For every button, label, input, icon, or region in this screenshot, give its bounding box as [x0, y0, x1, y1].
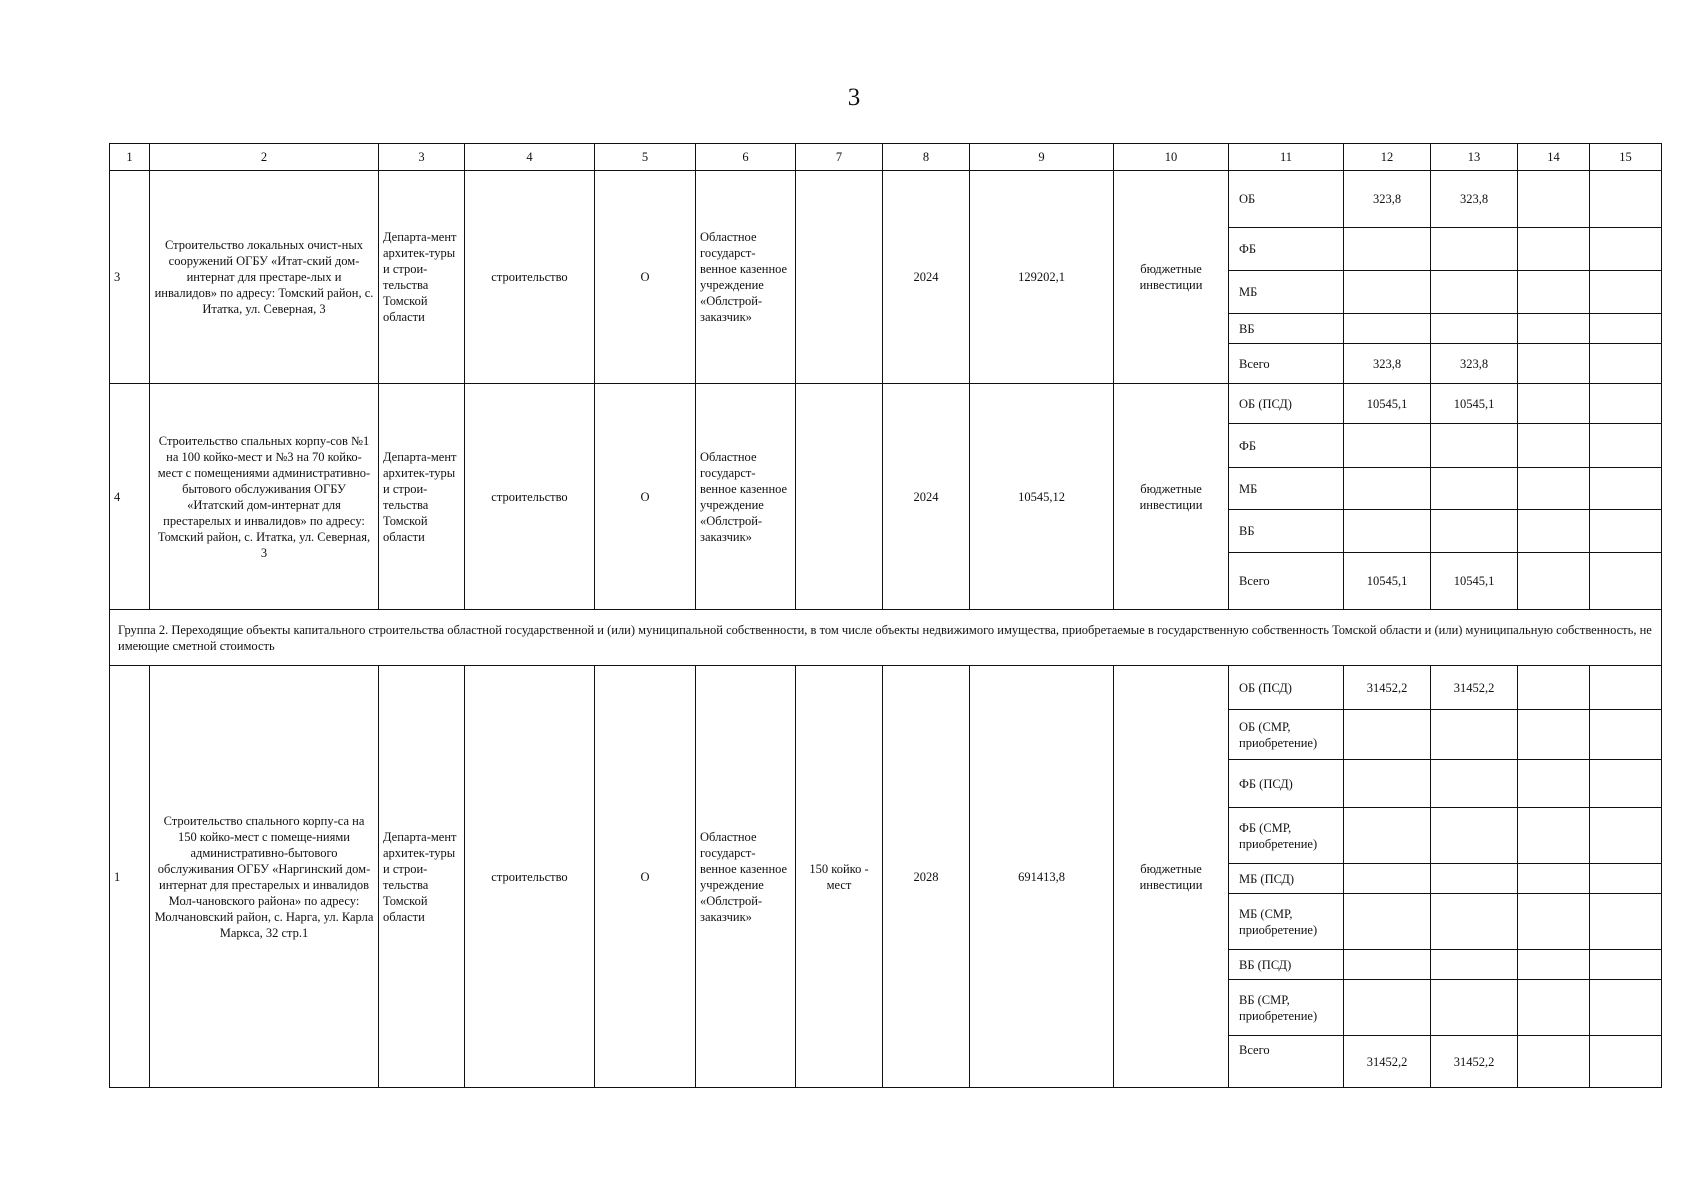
value-col-14 [1518, 710, 1590, 760]
value-col-13 [1431, 468, 1518, 510]
value-col-14 [1518, 760, 1590, 808]
column-number: 14 [1518, 144, 1590, 171]
value-col-12 [1344, 424, 1431, 468]
value-col-12: 31452,2 [1344, 666, 1431, 710]
row-number: 1 [110, 666, 150, 1088]
value-col-12: 31452,2 [1344, 1036, 1431, 1088]
value-col-14 [1518, 553, 1590, 610]
table-row [110, 171, 1662, 228]
value-col-12 [1344, 894, 1431, 950]
column-number: 3 [379, 144, 465, 171]
fund-source: ВБ [1229, 510, 1344, 553]
value-col-13 [1431, 710, 1518, 760]
value-col-14 [1518, 344, 1590, 384]
estimated-cost: 10545,12 [970, 384, 1114, 610]
column-number: 7 [796, 144, 883, 171]
value-col-12 [1344, 710, 1431, 760]
object-name: Строительство спального корпу-са на 150 койко-мест с помеще-ниями административно-бытового обслуживания ОГБУ «Наргинский дом-интернат для престарелых и инвалидов Мол-чановского района» по адресу: Молчановский район, с. Нарга, ул. Карла Маркса, 32 стр.1 [150, 666, 379, 1088]
table-row [110, 384, 1662, 424]
value-col-14 [1518, 468, 1590, 510]
completion-year: 2028 [883, 666, 970, 1088]
value-col-13 [1431, 228, 1518, 271]
department: Департа-мент архитек-туры и строи-тельства Томской области [379, 171, 465, 384]
value-col-12 [1344, 510, 1431, 553]
investment-form: бюджетные инвестиции [1114, 666, 1229, 1088]
value-col-15 [1590, 344, 1662, 384]
department: Департа-мент архитек-туры и строи-тельства Томской области [379, 666, 465, 1088]
page-number: 3 [847, 84, 861, 111]
column-number: 6 [696, 144, 796, 171]
ownership-code: О [595, 666, 696, 1088]
row-number: 4 [110, 384, 150, 610]
value-col-14 [1518, 384, 1590, 424]
value-col-14 [1518, 228, 1590, 271]
value-col-15 [1590, 424, 1662, 468]
column-number: 4 [465, 144, 595, 171]
fund-source: ОБ (ПСД) [1229, 384, 1344, 424]
department: Департа-мент архитек-туры и строи-тельства Томской области [379, 384, 465, 610]
fund-source: МБ [1229, 468, 1344, 510]
value-col-12 [1344, 271, 1431, 314]
value-col-14 [1518, 271, 1590, 314]
value-col-15 [1590, 468, 1662, 510]
value-col-15 [1590, 510, 1662, 553]
fund-source: МБ [1229, 271, 1344, 314]
investment-table [109, 143, 1662, 1088]
value-col-15 [1590, 1036, 1662, 1088]
group-label: Группа 2. Переходящие объекты капитального строительства областной государственной и (или) муниципальной собственности, в том числе объекты недвижимого имущества, приобретаемые в государственную собственность Томской области и (или) муниципальную собственность, не имеющие сметной стоимость [110, 610, 1662, 666]
value-col-15 [1590, 808, 1662, 864]
capacity [796, 171, 883, 384]
value-col-13 [1431, 808, 1518, 864]
value-col-12 [1344, 228, 1431, 271]
value-col-14 [1518, 510, 1590, 553]
investment-form: бюджетные инвестиции [1114, 384, 1229, 610]
value-col-13 [1431, 314, 1518, 344]
value-col-13: 10545,1 [1431, 384, 1518, 424]
value-col-13 [1431, 510, 1518, 553]
value-col-15 [1590, 950, 1662, 980]
object-name: Строительство локальных очист-ных сооружений ОГБУ «Итат-ский дом-интернат для престаре-лых и инвалидов» по адресу: Томский район, с. Итатка, ул. Северная, 3 [150, 171, 379, 384]
work-type: строительство [465, 384, 595, 610]
value-col-14 [1518, 980, 1590, 1036]
column-number: 8 [883, 144, 970, 171]
value-col-15 [1590, 864, 1662, 894]
fund-source: ОБ [1229, 171, 1344, 228]
ownership-code: О [595, 171, 696, 384]
completion-year: 2024 [883, 171, 970, 384]
capacity: 150 койко - мест [796, 666, 883, 1088]
value-col-13 [1431, 864, 1518, 894]
value-col-15 [1590, 314, 1662, 344]
value-col-15 [1590, 980, 1662, 1036]
value-col-13: 323,8 [1431, 171, 1518, 228]
value-col-13 [1431, 760, 1518, 808]
value-col-15 [1590, 171, 1662, 228]
estimated-cost: 129202,1 [970, 171, 1114, 384]
customer: Областное государст-венное казенное учреждение «Облстрой-заказчик» [696, 666, 796, 1088]
fund-source: ФБ (ПСД) [1229, 760, 1344, 808]
fund-source: МБ (ПСД) [1229, 864, 1344, 894]
completion-year: 2024 [883, 384, 970, 610]
fund-source: ВБ [1229, 314, 1344, 344]
value-col-15 [1590, 710, 1662, 760]
value-col-14 [1518, 1036, 1590, 1088]
value-col-14 [1518, 864, 1590, 894]
value-col-13: 10545,1 [1431, 553, 1518, 610]
value-col-13 [1431, 424, 1518, 468]
column-number: 12 [1344, 144, 1431, 171]
fund-source: Всего [1229, 1036, 1344, 1088]
value-col-15 [1590, 666, 1662, 710]
value-col-12 [1344, 760, 1431, 808]
value-col-13 [1431, 271, 1518, 314]
value-col-15 [1590, 384, 1662, 424]
value-col-15 [1590, 760, 1662, 808]
column-number: 2 [150, 144, 379, 171]
fund-source: Всего [1229, 344, 1344, 384]
value-col-15 [1590, 894, 1662, 950]
value-col-13: 31452,2 [1431, 666, 1518, 710]
value-col-12 [1344, 468, 1431, 510]
value-col-14 [1518, 666, 1590, 710]
work-type: строительство [465, 666, 595, 1088]
value-col-12: 323,8 [1344, 171, 1431, 228]
value-col-12: 10545,1 [1344, 553, 1431, 610]
value-col-14 [1518, 894, 1590, 950]
column-number-row [110, 144, 1662, 171]
column-number: 15 [1590, 144, 1662, 171]
value-col-12 [1344, 980, 1431, 1036]
column-number: 11 [1229, 144, 1344, 171]
value-col-13 [1431, 980, 1518, 1036]
value-col-14 [1518, 424, 1590, 468]
object-name: Строительство спальных корпу-сов №1 на 100 койко-мест и №3 на 70 койко-мест с помещениями административно-бытового обслуживания ОГБУ «Итатский дом-интернат для престарелых и инвалидов» по адресу: Томский район, с. Итатка, ул. Северная, 3 [150, 384, 379, 610]
group-row [110, 610, 1662, 666]
customer: Областное государст-венное казенное учреждение «Облстрой-заказчик» [696, 171, 796, 384]
column-number: 10 [1114, 144, 1229, 171]
column-number: 1 [110, 144, 150, 171]
fund-source: ФБ [1229, 424, 1344, 468]
work-type: строительство [465, 171, 595, 384]
fund-source: ВБ (ПСД) [1229, 950, 1344, 980]
value-col-13: 31452,2 [1431, 1036, 1518, 1088]
fund-source: ОБ (СМР, приобретение) [1229, 710, 1344, 760]
column-number: 9 [970, 144, 1114, 171]
value-col-14 [1518, 314, 1590, 344]
value-col-13: 323,8 [1431, 344, 1518, 384]
value-col-13 [1431, 950, 1518, 980]
value-col-15 [1590, 228, 1662, 271]
value-col-12 [1344, 864, 1431, 894]
investment-form: бюджетные инвестиции [1114, 171, 1229, 384]
customer: Областное государст-венное казенное учреждение «Облстрой-заказчик» [696, 384, 796, 610]
value-col-12 [1344, 314, 1431, 344]
value-col-14 [1518, 950, 1590, 980]
value-col-13 [1431, 894, 1518, 950]
fund-source: ОБ (ПСД) [1229, 666, 1344, 710]
estimated-cost: 691413,8 [970, 666, 1114, 1088]
fund-source: ВБ (СМР, приобретение) [1229, 980, 1344, 1036]
column-number: 13 [1431, 144, 1518, 171]
fund-source: МБ (СМР, приобретение) [1229, 894, 1344, 950]
value-col-12: 323,8 [1344, 344, 1431, 384]
fund-source: ФБ [1229, 228, 1344, 271]
table-row [110, 666, 1662, 710]
column-number: 5 [595, 144, 696, 171]
ownership-code: О [595, 384, 696, 610]
row-number: 3 [110, 171, 150, 384]
value-col-12 [1344, 808, 1431, 864]
value-col-15 [1590, 553, 1662, 610]
fund-source: Всего [1229, 553, 1344, 610]
value-col-14 [1518, 808, 1590, 864]
fund-source: ФБ (СМР, приобретение) [1229, 808, 1344, 864]
value-col-12 [1344, 950, 1431, 980]
capacity [796, 384, 883, 610]
value-col-15 [1590, 271, 1662, 314]
value-col-14 [1518, 171, 1590, 228]
value-col-12: 10545,1 [1344, 384, 1431, 424]
